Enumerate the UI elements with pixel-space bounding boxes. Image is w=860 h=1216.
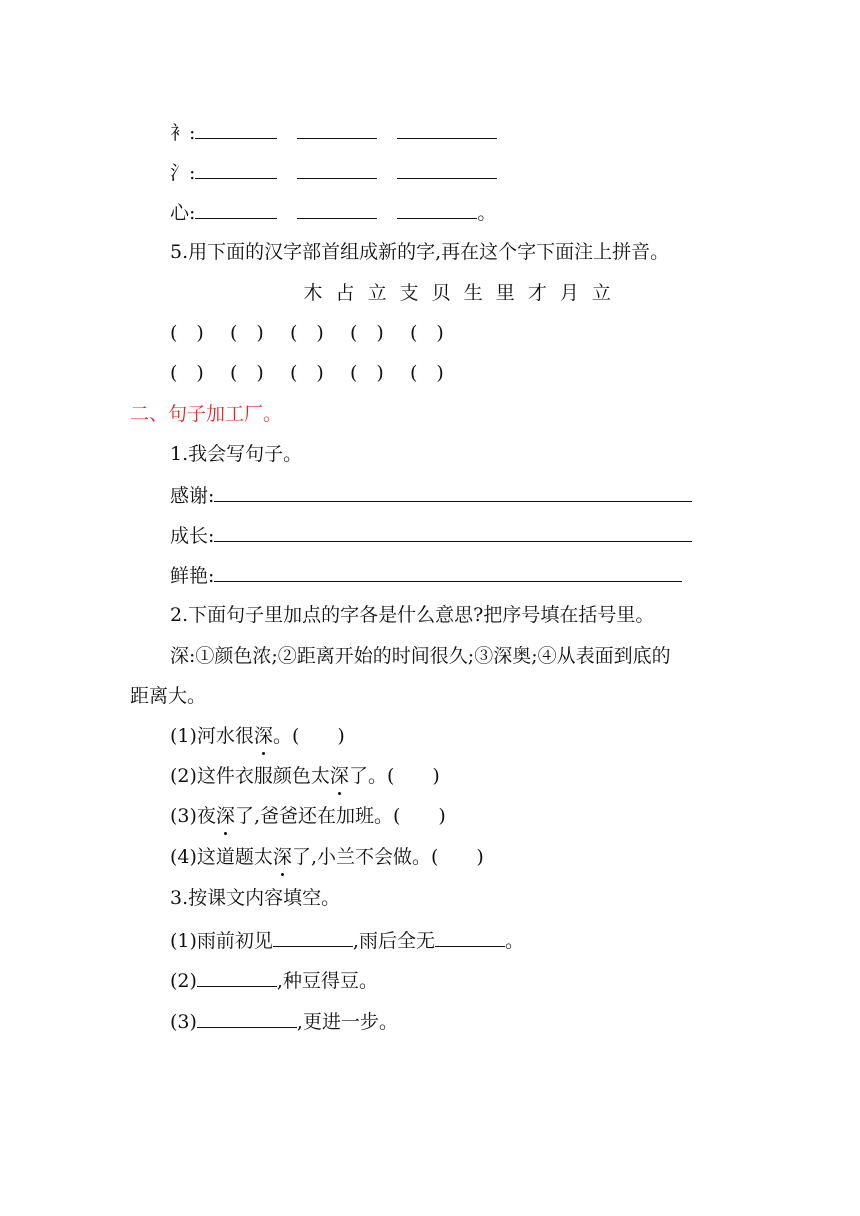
- dotted-character: 深: [329, 765, 349, 787]
- question-3-instruction: 3.按课文内容填空。: [170, 887, 341, 909]
- answer-paren[interactable]: ( ): [290, 322, 324, 344]
- radical-label: 心: [170, 202, 190, 224]
- paren-row-2: [170, 360, 470, 386]
- answer-blank[interactable]: [397, 118, 497, 139]
- answer-paren[interactable]: ( ): [170, 362, 204, 384]
- q3-item-1: (1)雨前初见 ,雨后全无 。: [170, 926, 524, 954]
- fill-blank[interactable]: [435, 926, 505, 947]
- sentence-row-growth: [170, 521, 692, 549]
- section-heading: 二、句子加工厂。: [130, 403, 283, 425]
- q2-item-3: (3)夜深了,爸爸还在加班。( ): [170, 805, 446, 827]
- answer-paren[interactable]: ( ): [230, 362, 264, 384]
- question-5-instruction: 5.用下面的汉字部首组成新的字,再在这个字下面注上拼音。: [170, 241, 670, 263]
- radical-row-1: 衤:: [170, 118, 517, 146]
- answer-blank[interactable]: [195, 118, 277, 139]
- fill-blank[interactable]: [197, 1007, 297, 1028]
- q3-item-2: (2) ,种豆得豆。: [170, 966, 378, 994]
- q2-item-1: (1)河水很深。( ): [170, 725, 345, 747]
- paren-row-1: [170, 320, 470, 346]
- question-2-instruction: 2.下面句子里加点的字各是什么意思?把序号填在括号里。: [170, 604, 655, 626]
- word-label: 感谢:: [170, 485, 215, 507]
- answer-paren[interactable]: ( ): [230, 322, 264, 344]
- word-label: 鲜艳:: [170, 565, 215, 587]
- sentence-blank[interactable]: [214, 561, 682, 582]
- answer-blank[interactable]: [397, 158, 497, 179]
- fill-blank[interactable]: [197, 966, 277, 987]
- answer-blank[interactable]: [297, 158, 377, 179]
- definition-line-1: 深:①颜色浓;②距离开始的时间很久;③深奥;④从表面到底的: [170, 645, 671, 667]
- sentence-row-gratitude: [170, 481, 692, 509]
- definition-line-2: 距离大。: [130, 685, 207, 707]
- radical-row-3: 心: 。: [170, 198, 496, 226]
- answer-blank[interactable]: [397, 198, 477, 219]
- word-label: 成长:: [170, 525, 215, 547]
- answer-blank[interactable]: [297, 118, 377, 139]
- fill-blank[interactable]: [273, 926, 353, 947]
- answer-blank[interactable]: [195, 198, 277, 219]
- question-1-instruction: 1.我会写句子。: [170, 443, 303, 465]
- dotted-character: 深: [253, 725, 273, 747]
- dotted-character: 深: [215, 805, 235, 827]
- answer-blank[interactable]: [195, 158, 277, 179]
- radical-label: 氵: [170, 162, 190, 184]
- answer-paren[interactable]: ( ): [410, 362, 444, 384]
- answer-paren[interactable]: ( ): [170, 322, 204, 344]
- answer-paren[interactable]: ( ): [410, 322, 444, 344]
- answer-paren[interactable]: ( ): [350, 362, 384, 384]
- radical-label: 衤: [170, 122, 190, 144]
- answer-paren[interactable]: ( ): [290, 362, 324, 384]
- answer-paren[interactable]: ( ): [350, 322, 384, 344]
- sentence-blank[interactable]: [214, 521, 692, 542]
- q2-item-4: (4)这道题太深了,小兰不会做。( ): [170, 846, 484, 868]
- sentence-blank[interactable]: [214, 481, 692, 502]
- radical-row-2: 氵:: [170, 158, 517, 186]
- sentence-row-bright: [170, 561, 682, 589]
- q3-item-3: (3) ,更进一步。: [170, 1007, 398, 1035]
- q2-item-2: (2)这件衣服颜色太深了。( ): [170, 765, 440, 787]
- radical-characters: 木 占 立 支 贝 生 里 才 月 立: [303, 282, 611, 304]
- dotted-character: 深: [272, 846, 292, 868]
- answer-blank[interactable]: [297, 198, 377, 219]
